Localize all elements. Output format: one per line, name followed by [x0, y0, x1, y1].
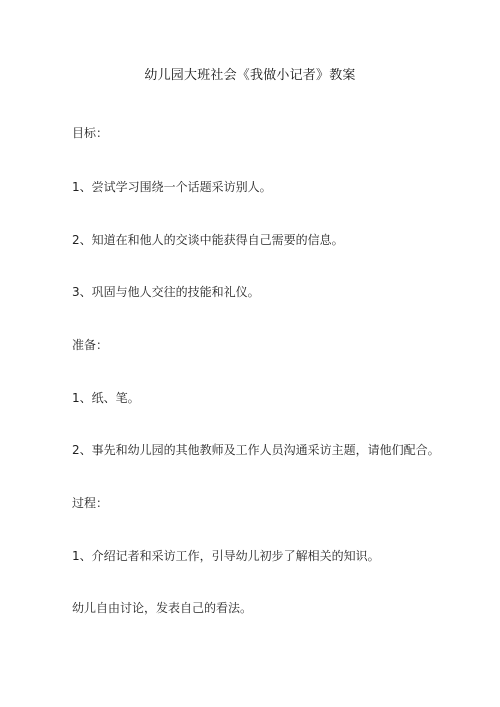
prep-item-1-number: 1	[72, 391, 80, 405]
goal-item-3-text: 、巩固与他人交往的技能和礼仪。	[79, 285, 260, 299]
goal-item-2-number: 2	[72, 233, 80, 247]
prep-item-1	[72, 389, 140, 407]
prep-item-2	[72, 441, 440, 459]
process-heading: 过程：	[72, 496, 109, 510]
goal-item-2	[72, 231, 344, 249]
goal-item-1-text: 、尝试学习围绕一个话题采访别人。	[79, 180, 272, 194]
goal-item-3	[72, 283, 260, 301]
discussion-paragraph: 幼儿自由讨论，发表自己的看法。	[72, 601, 253, 615]
goal-item-1-number: 1	[72, 180, 80, 194]
process-item-1	[72, 547, 380, 565]
goal-item-1	[72, 178, 272, 196]
prep-item-2-number: 2	[72, 443, 80, 457]
goals-heading: 目标：	[72, 126, 109, 140]
process-item-1-text: 、介绍记者和采访工作，引导幼儿初步了解相关的知识。	[79, 549, 380, 563]
process-item-1-number: 1	[72, 549, 80, 563]
document-title: 幼儿园大班社会《我做小记者》教案	[144, 68, 356, 83]
prep-item-1-text: 、纸、笔。	[79, 391, 140, 405]
prep-item-2-text: 、事先和幼儿园的其他教师及工作人员沟通采访主题，请他们配合。	[79, 443, 440, 457]
goal-item-2-text: 、知道在和他人的交谈中能获得自己需要的信息。	[79, 233, 344, 247]
goal-item-3-number: 3	[72, 285, 80, 299]
preparation-heading: 准备：	[72, 338, 109, 352]
